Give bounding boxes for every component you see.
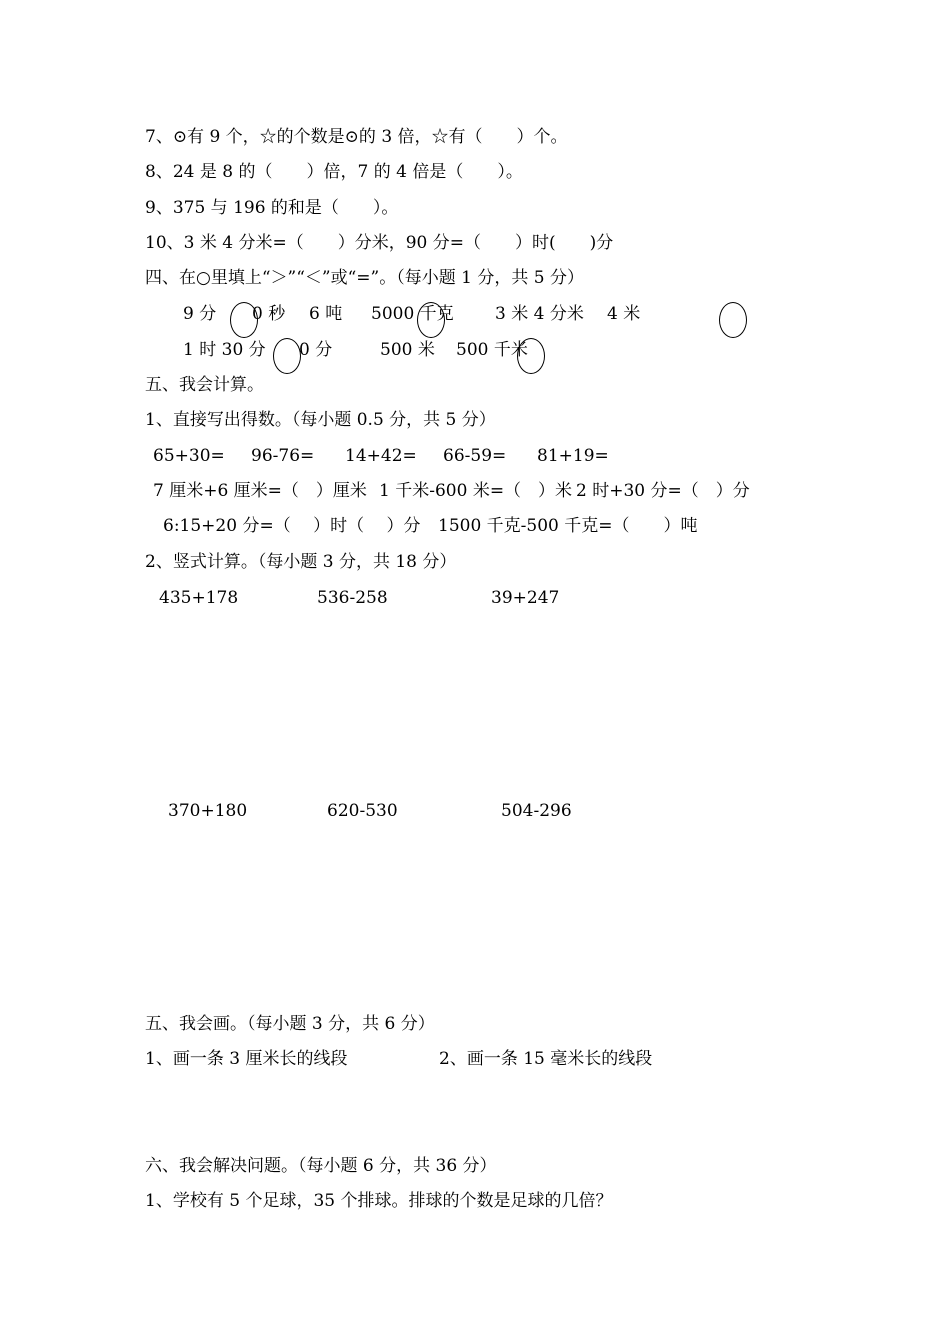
vertical-calc-item: 435+178: [159, 588, 239, 608]
compare-circle[interactable]: [417, 302, 445, 338]
direct-calc-title: 1、直接写出得数。（每小题 0.5 分，共 5 分）: [145, 410, 496, 430]
vertical-calc-title: 2、竖式计算。（每小题 3 分，共 18 分）: [145, 552, 457, 572]
direct-calc-item: 7 厘米+6 厘米=（ ）厘米: [153, 481, 367, 501]
question-10: 10、3 米 4 分米=（ ）分米，90 分=（ ）时( )分: [145, 233, 614, 253]
direct-calc-item: 66-59=: [443, 446, 507, 466]
compare-item: 5000 千克: [371, 304, 454, 324]
compare-item: 6 吨: [309, 304, 343, 324]
compare-item: 1 时 30 分: [183, 340, 266, 360]
question-8: 8、24 是 8 的（ ）倍，7 的 4 倍是（ ）。: [145, 162, 523, 182]
direct-calc-item: 96-76=: [251, 446, 315, 466]
compare-item: 0 秒: [252, 304, 286, 324]
vertical-calc-item: 370+180: [168, 801, 248, 821]
vertical-calc-item: 504-296: [501, 801, 572, 821]
calc-section-title: 五、我会计算。: [145, 375, 264, 395]
compare-circle[interactable]: [719, 302, 747, 338]
vertical-calc-item: 536-258: [317, 588, 388, 608]
draw-section-title: 五、我会画。（每小题 3 分，共 6 分）: [145, 1014, 435, 1034]
direct-calc-item: 65+30=: [153, 446, 225, 466]
problem-question-1: 1、学校有 5 个足球，35 个排球。排球的个数是足球的几倍？: [145, 1191, 613, 1211]
compare-item: 0 分: [299, 340, 333, 360]
draw-question-1: 1、画一条 3 厘米长的线段: [145, 1049, 348, 1069]
direct-calc-item: 6:15+20 分=（ ）时（ ）分: [163, 516, 421, 536]
compare-item: 3 米 4 分米: [495, 304, 584, 324]
compare-item: 9 分: [183, 304, 217, 324]
vertical-calc-item: 39+247: [491, 588, 560, 608]
problem-section-title: 六、我会解决问题。（每小题 6 分，共 36 分）: [145, 1156, 497, 1176]
direct-calc-item: 1 千米-600 米=（ ）米: [379, 481, 573, 501]
question-9: 9、375 与 196 的和是（ ）。: [145, 198, 399, 218]
direct-calc-item: 2 时+30 分=（ ）分: [576, 481, 750, 501]
compare-item: 4 米: [607, 304, 641, 324]
compare-circle[interactable]: [517, 338, 545, 374]
compare-item: 500 米: [380, 340, 435, 360]
compare-circle[interactable]: [230, 302, 258, 338]
compare-item: 500 千米: [456, 340, 528, 360]
question-7: 7、⊙有 9 个，☆的个数是⊙的 3 倍，☆有（ ）个。: [145, 127, 568, 147]
direct-calc-item: 81+19=: [537, 446, 609, 466]
draw-question-2: 2、画一条 15 毫米长的线段: [439, 1049, 653, 1069]
vertical-calc-item: 620-530: [327, 801, 398, 821]
direct-calc-item: 14+42=: [345, 446, 417, 466]
compare-circle[interactable]: [273, 338, 301, 374]
compare-section-title: 四、在○里填上“＞”“＜”或“=”。（每小题 1 分，共 5 分）: [145, 268, 584, 288]
direct-calc-item: 1500 千克-500 千克=（ ）吨: [438, 516, 698, 536]
